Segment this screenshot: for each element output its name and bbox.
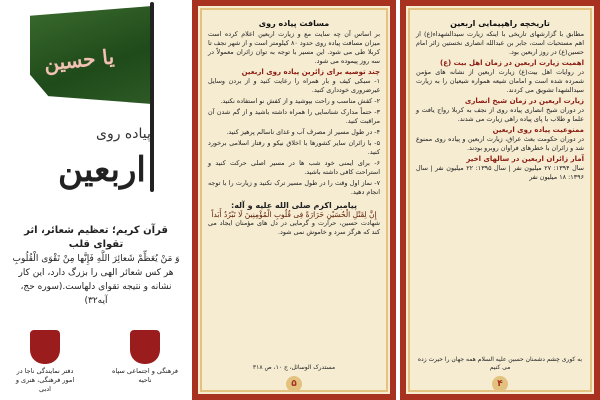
quote-title: پیامبر اکرم صلی الله علیه و آله: [231,201,357,210]
quote-translation: شهادت حسین، حرارت و گرمایی در دل های مؤمنان ایجاد می کند که هرگز سرد و خاموش نمی شود. [208,219,380,236]
paragraph: ۴- در طول مسیر از مصرف آب و غذای ناسالم پرهیز کنید. [226,128,380,136]
section-subheading: زیارت اربعین در زمان شیخ انصاری [464,97,584,105]
page-footer: به کوری چشم دشمنان حسین علیه السلام همه جهان را حیرت زده می کنیم [417,356,583,371]
paragraph: در روایات اهل بیت(ع) زیارت اربعین از نشانه های مؤمن شمرده شده است و امامان شیعه همواره شیعیان را به زیارت سیدالشهدا تشویق می کردند. [416,68,584,94]
paragraph: مطابق با گزارشهای تاریخی با اینکه زیارت سیدالشهداء(ع) از اهم مستحبات است، جابر بن عبدالله انصاری نخستین زائر امام حسین(ع) در روز اربعین بود. [416,30,584,56]
logo-left [10,330,80,394]
cover-verse-block [8,224,184,308]
cover-subtitle: پیاده روی [96,126,151,142]
page-heading: مسافت پیاده روی [258,19,330,28]
logo-right [110,330,180,385]
paragraph: در دوران حکومت بعث عراق، زیارت اربعین و پیاده روی ممنوع شد و زائران با خطرهای فراوان روبرو بودند. [416,135,584,152]
paragraph: سال ۱۳۹۴: ۲۷ میلیون نفر | سال ۱۳۹۵: ۲۲ میلیون نفر | سال ۱۳۹۶: ۱۸ میلیون نفر [416,164,585,181]
cover-title: اربعین [58,150,146,190]
logo-left-text: دفتر نمایندگی ناجا در امور فرهنگی، هنری و ادبی [15,367,75,393]
paragraph: ۶- برای ایمنی خود شب ها در مسیر اصلی حرکت کنید و استراحت کافی داشته باشید. [208,159,380,176]
paragraph: بر اساس آن چه سایت مع و زیارت اربعین اعلام کرده است میزان مسافت پیاده روی حدود ۸۰ کیلومتر است و از شهر نجف تا کربلا طی می شود. این مسیر با توجه به توان زائران معمولاً در سه روز پیموده می شود. [208,30,380,65]
verse-heading: قرآن کریم؛ تعظیم شعائر، اثر تقوای قلب [24,225,168,250]
section-subheading: ممنوعیت پیاده روی اربعین [492,126,584,134]
page-four [400,0,600,400]
emblem-icon [30,330,60,364]
page-heading: تاریخچه راهپیمایی اربعین [450,19,550,28]
page-five-content [208,18,380,239]
page-four-content [416,18,584,184]
page-number: ۵ [286,376,302,392]
section-subheading: آمار زائران اربعین در سالهای اخیر [466,155,584,163]
sepah-emblem-icon [130,330,160,364]
page-footer: مستدرک الوسائل، ج ۱۰، ص ۳۱۸ [252,364,336,371]
quote-arabic: إِنَّ لِقَتْلِ الْحُسَیْنِ حَرَارَةً فِی قُلُوبِ الْمُؤْمِنِینَ لَا تَبْرُدُ أَبَداً [211,210,377,219]
section-subheading: اهمیت زیارت اربعین در زمان اهل بیت (ع) [440,59,584,67]
flag-text: یا حسین [42,44,116,76]
paragraph: ۷- نماز اول وقت را در طول مسیر ترک نکنید و زیارت را با توجه انجام دهید. [208,179,380,196]
paragraph: ۲- کفش مناسب و راحت بپوشید و از کفش نو استفاده نکنید. [220,97,380,105]
paragraph: در دوران شیخ انصاری پیاده روی از نجف به کربلا رواج یافت و علما و طلاب با پای پیاده راهی زیارت می شدند. [416,106,584,123]
verse-arabic: وَ مَنْ یُعَظِّمْ شَعائِرَ اللَّهِ فَإِنَّها مِنْ تَقْوَى الْقُلُوبِ [12,254,180,264]
page-five [192,0,396,400]
logo-right-text: فرهنگی و اجتماعی سپاه ناحیه [111,367,179,384]
verse-translation: هر کس شعائر الهی را بزرگ دارد، این کار نشانه و نتیجه تقوای دلهاست.(سوره حج، آیه۳۲) [18,268,174,306]
page-number: ۴ [492,376,508,392]
cover-page [0,0,188,400]
paragraph: ۵- با زائران سایر کشورها با اخلاق نیکو و رفتار اسلامی برخورد کنید. [208,139,380,156]
paragraph: ۱- سبکی کیف و بار همراه را رعایت کنید و از بردن وسایل غیرضروری خودداری کنید. [208,77,380,94]
paragraph: ۳- حتماً مدارک شناسایی را همراه داشته باشید و از گم شدن آن مراقبت کنید. [208,108,380,125]
section-subheading: چند توصیه برای زائرین پیاده روی اربعین [241,68,380,76]
flagpole [150,2,154,192]
